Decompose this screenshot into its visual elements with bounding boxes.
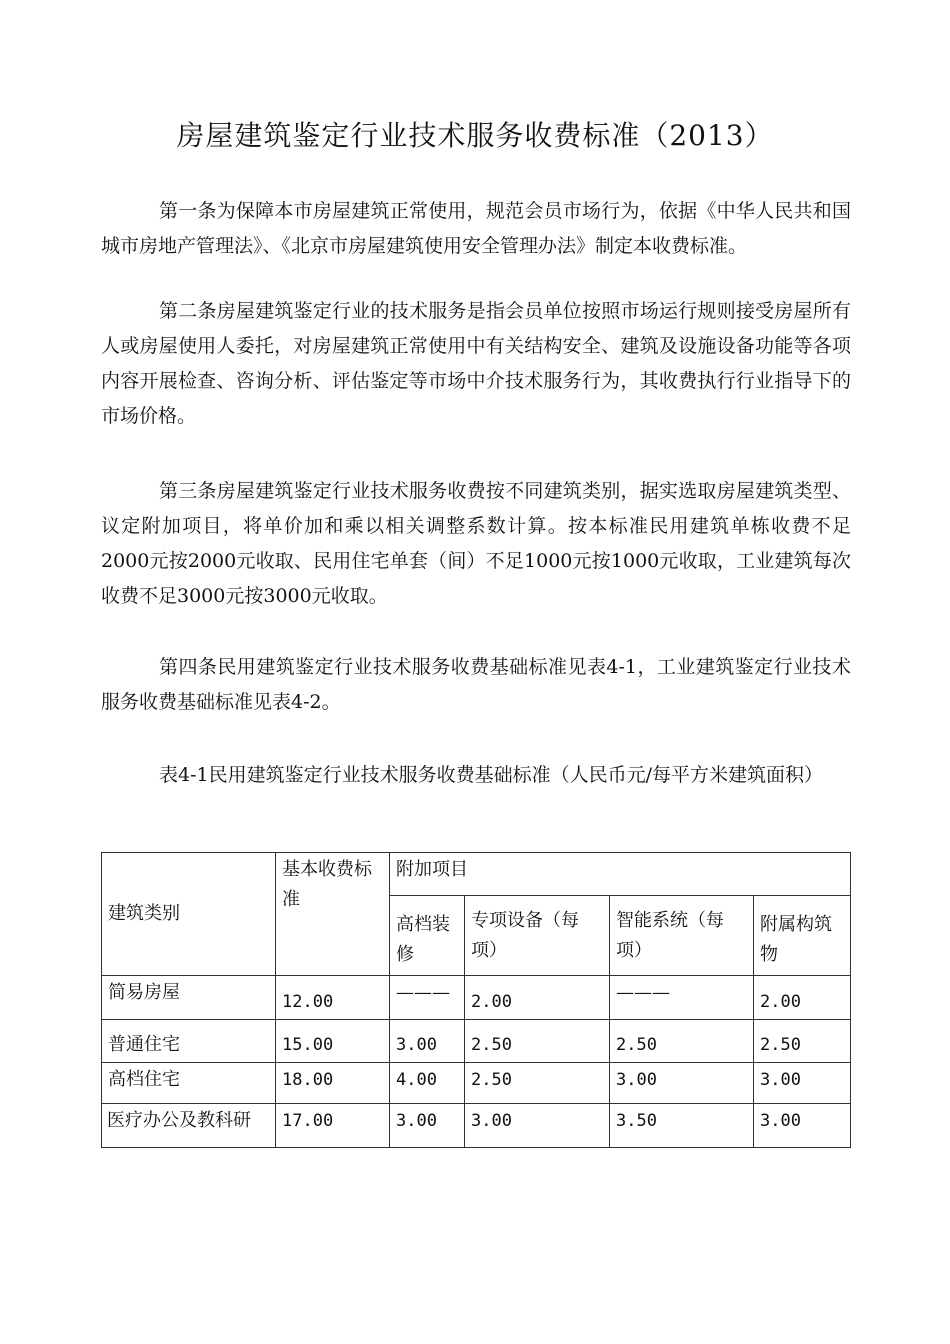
table-caption xyxy=(101,758,824,793)
article-2 xyxy=(101,294,851,434)
row-intelligent: 2.50 xyxy=(610,1020,754,1063)
row-base: 18.00 xyxy=(276,1063,390,1104)
header-equipment: 专项设备（每项） xyxy=(465,896,610,976)
header-category: 建筑类别 xyxy=(102,853,276,976)
row-equipment: 3.00 xyxy=(465,1104,610,1148)
row-ancillary: 2.50 xyxy=(754,1020,851,1063)
article-1 xyxy=(101,194,851,264)
row-category: 普通住宅 xyxy=(102,1020,276,1063)
row-decoration: ——— xyxy=(390,976,465,1020)
table-row xyxy=(102,1063,851,1104)
article-3-text: 第三条房屋建筑鉴定行业技术服务收费按不同建筑类别，据实选取房屋建筑类型、议定附加项目，将单价加和乘以相关调整系数计算。按本标准民用建筑单栋收费不足2000元按2000元收取、民用住宅单套（间）不足1000元按1000元收取，工业建筑每次收费不足3000元按3000元收取。 xyxy=(101,480,851,607)
header-intelligent: 智能系统（每项） xyxy=(610,896,754,976)
fee-table xyxy=(101,852,851,1148)
row-base: 17.00 xyxy=(276,1104,390,1148)
table-caption-text: 表4-1民用建筑鉴定行业技术服务收费基础标准（人民币元/每平方米建筑面积） xyxy=(159,764,824,786)
row-equipment: 2.50 xyxy=(465,1063,610,1104)
article-1-text: 第一条为保障本市房屋建筑正常使用，规范会员市场行为，依据《中华人民共和国城市房地产管理法》、《北京市房屋建筑使用安全管理办法》制定本收费标准。 xyxy=(101,200,851,257)
row-decoration: 3.00 xyxy=(390,1104,465,1148)
header-base-line2: 准 xyxy=(282,889,300,910)
row-ancillary: 3.00 xyxy=(754,1063,851,1104)
row-category: 医疗办公及教科研 xyxy=(102,1104,276,1148)
article-4 xyxy=(101,650,851,720)
article-3 xyxy=(101,474,851,614)
table-row xyxy=(102,1104,851,1148)
row-equipment: 2.50 xyxy=(465,1020,610,1063)
row-intelligent: 3.50 xyxy=(610,1104,754,1148)
row-category: 高档住宅 xyxy=(102,1063,276,1104)
table-row xyxy=(102,1020,851,1063)
header-decoration: 高档装修 xyxy=(390,896,465,976)
header-additional: 附加项目 xyxy=(390,853,851,896)
article-4-text: 第四条民用建筑鉴定行业技术服务收费基础标准见表4-1，工业建筑鉴定行业技术服务收费基础标准见表4-2。 xyxy=(101,656,851,713)
row-intelligent: ——— xyxy=(610,976,754,1020)
header-base-line1: 基本收费标 xyxy=(282,859,372,880)
row-ancillary: 2.00 xyxy=(754,976,851,1020)
header-base xyxy=(276,853,390,976)
document-title: 房屋建筑鉴定行业技术服务收费标准（2013） xyxy=(176,119,774,152)
table-header-row xyxy=(102,853,851,896)
row-ancillary: 3.00 xyxy=(754,1104,851,1148)
header-ancillary: 附属构筑物 xyxy=(754,896,851,976)
row-base: 12.00 xyxy=(276,976,390,1020)
article-2-text: 第二条房屋建筑鉴定行业的技术服务是指会员单位按照市场运行规则接受房屋所有人或房屋使用人委托，对房屋建筑正常使用中有关结构安全、建筑及设施设备功能等各项内容开展检查、咨询分析、评估鉴定等市场中介技术服务行为，其收费执行行业指导下的市场价格。 xyxy=(101,300,851,427)
row-base: 15.00 xyxy=(276,1020,390,1063)
row-equipment: 2.00 xyxy=(465,976,610,1020)
row-category: 简易房屋 xyxy=(102,976,276,1020)
row-decoration: 3.00 xyxy=(390,1020,465,1063)
table-row xyxy=(102,976,851,1020)
row-intelligent: 3.00 xyxy=(610,1063,754,1104)
row-decoration: 4.00 xyxy=(390,1063,465,1104)
